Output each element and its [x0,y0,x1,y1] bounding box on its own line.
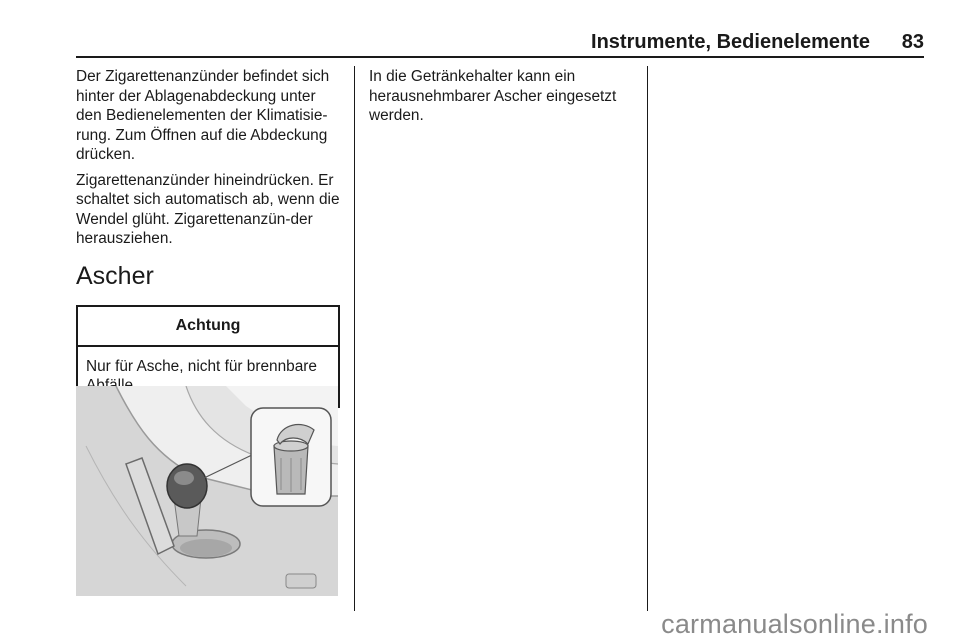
column-divider-right [647,66,648,611]
paragraph-removable-ashtray: In die Getränkehalter kann ein herausnehmbarer Ascher eingesetzt werden. [369,68,617,124]
paragraph-cigarette-lighter-usage: Zigarettenanzünder hineindrücken. Er schaltet sich automatisch ab, wenn die Wendel glüht. Zigarettenanzün-der herausziehen. [76,171,340,247]
paragraph-cigarette-lighter-location: Der Zigarettenanzünder befindet sich hinter der Ablagenabdeckung unter den Bedienelementen der Klimatisie-rung. Zum Öffnen auf die Abdeckung drücken. [76,68,330,163]
page-number: 83 [901,31,924,53]
right-column [369,67,639,132]
left-column [76,67,344,408]
caution-text: Nur für Asche, nicht für brennbare [86,357,317,375]
section-heading-ashtray: Ascher [76,261,154,290]
header-rule [76,56,924,58]
watermark: carmanualsonline.info [661,609,928,639]
caution-title: Achtung [78,307,338,347]
column-divider-left [354,66,355,611]
page-header-title: Instrumente, Bedienelemente [591,31,870,53]
ashtray-illustration [76,386,338,596]
